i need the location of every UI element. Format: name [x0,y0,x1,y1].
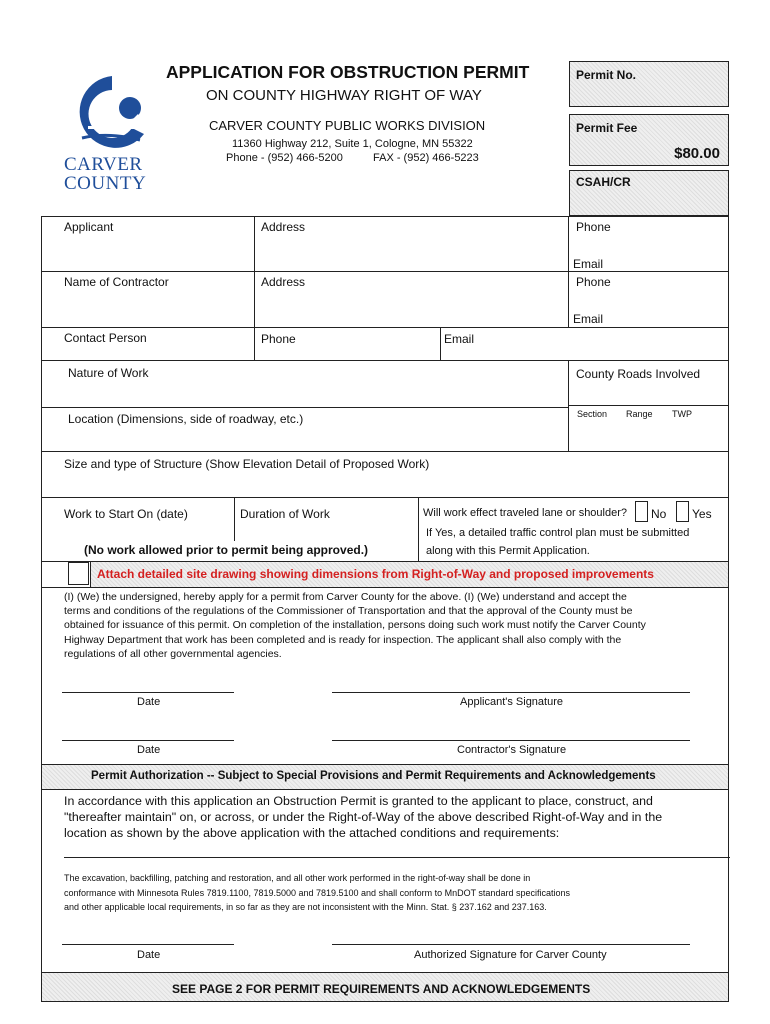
permit-fee-label: Permit Fee [576,121,638,135]
contractor-signature-line[interactable] [332,740,690,741]
rules-line: and other applicable local requirements, in so far as they are not inconsistent with the Minn. Stat. § 237.162 and 237.163. [64,902,547,912]
applicant-email-field[interactable]: Email [573,257,604,271]
no-checkbox[interactable] [635,501,648,522]
twp-label: TWP [672,409,692,419]
agreement-line: terms and conditions of the regulations of the Commissioner of Transportation and that the approval of the County must be [64,605,633,618]
rules-line: The excavation, backfilling, patching and restoration, and all other work performed in the right-of-way shall be done in [64,873,531,883]
permit-no-box[interactable] [569,61,729,107]
applicant-phone-field[interactable]: Phone [576,220,611,234]
duration-field[interactable]: Duration of Work [240,507,330,521]
date-line-3[interactable] [62,944,234,945]
agreement-line: Highway Department that work has been completed and is ready for inspection. The applicant shall also comply with the [64,633,622,646]
section-label: Section [577,409,608,419]
yes-checkbox[interactable] [676,501,689,522]
authorization-text [64,793,688,841]
date-line-2[interactable] [62,740,234,741]
contractor-email-field[interactable]: Email [573,312,604,326]
date-label-3: Date [137,949,161,961]
applicant-signature-line[interactable] [332,692,690,693]
attach-drawing-note: Attach detailed site drawing showing dimensions from Right-of-Way and proposed improvements [97,567,654,581]
county-roads-field[interactable]: County Roads Involved [576,367,701,381]
form-title: APPLICATION FOR OBSTRUCTION PERMIT [166,62,530,82]
contractor-phone-field[interactable]: Phone [576,275,611,289]
applicant-signature-label: Applicant's Signature [460,696,563,708]
attach-drawing-checkbox[interactable] [68,562,89,585]
form-subtitle: ON COUNTY HIGHWAY RIGHT OF WAY [206,87,482,104]
contact-phone-field[interactable]: Phone [261,332,296,346]
carver-county-logo [58,72,158,194]
agreement-line: regulations of all other governmental agencies. [64,647,282,660]
division-phone: Phone - (952) 466-5200 [226,152,343,164]
contractor-address-field[interactable]: Address [261,275,306,289]
division-name: CARVER COUNTY PUBLIC WORKS DIVISION [209,118,486,133]
division-address: 11360 Highway 212, Suite 1, Cologne, MN 55322 [232,138,473,150]
date-label-1: Date [137,696,161,708]
nature-of-work-field[interactable]: Nature of Work [68,366,149,380]
authorization-line: In accordance with this application an Obstruction Permit is granted to the applicant to place, construct, and [64,794,653,808]
no-work-note: (No work allowed prior to permit being approved.) [84,543,369,557]
traffic-note-line1: If Yes, a detailed traffic control plan must be submitted [426,527,690,539]
csah-label: CSAH/CR [576,175,631,189]
logo-county-text: COUNTY [64,173,147,194]
date-label-2: Date [137,744,161,756]
no-label: No [651,507,667,521]
contact-person-field[interactable]: Contact Person [64,331,147,345]
rules-line: conformance with Minnesota Rules 7819.1100, 7819.5000 and 7819.5100 and shall conform to MnDOT standard specifications [64,887,570,898]
date-line-1[interactable] [62,692,234,693]
logo-carver-text: CARVER [64,154,143,175]
start-date-field[interactable]: Work to Start On (date) [64,507,188,521]
authorization-line: "thereafter maintain" on, or across, or under the Right-of-Way of the above described Right-of-Way and in the [64,810,663,824]
structure-size-field[interactable]: Size and type of Structure (Show Elevation Detail of Proposed Work) [64,457,430,471]
traffic-note-line2: along with this Permit Application. [426,545,590,557]
authorized-signature-line[interactable] [332,944,690,945]
contact-email-field[interactable]: Email [444,332,475,346]
authorized-signature-label: Authorized Signature for Carver County [414,949,607,961]
agreement-line: obtained for issuance of this permit. On completion of the installation, persons doing such work must notify the Carver County [64,619,646,632]
lane-question: Will work effect traveled lane or shoulder? [423,507,628,519]
county-seal-icon [58,72,158,156]
rules-text [64,871,570,915]
contractor-signature-label: Contractor's Signature [457,744,567,756]
authorization-divider [64,857,730,858]
yes-label: Yes [692,507,712,521]
authorization-heading: Permit Authorization -- Subject to Special Provisions and Permit Requirements and Acknowledgements [91,770,656,782]
permit-fee-box [569,114,729,166]
authorization-line: location as shown by the above application with the attached conditions and requirements: [64,826,560,840]
csah-box[interactable] [569,170,729,216]
range-label: Range [626,409,653,419]
division-fax: FAX - (952) 466-5223 [373,152,479,164]
permit-no-label: Permit No. [576,68,637,82]
permit-fee-value: $80.00 [674,145,720,162]
page-2-note: SEE PAGE 2 FOR PERMIT REQUIREMENTS AND ACKNOWLEDGEMENTS [172,982,591,996]
contractor-name-field[interactable]: Name of Contractor [64,275,169,289]
applicant-field[interactable]: Applicant [64,220,114,234]
agreement-text [64,590,687,661]
agreement-line: (I) (We) the undersigned, hereby apply for a permit from Carver County for the above. (I) (We) understand and accept the [64,591,627,603]
location-field[interactable]: Location (Dimensions, side of roadway, etc.) [68,412,304,426]
applicant-address-field[interactable]: Address [261,220,306,234]
